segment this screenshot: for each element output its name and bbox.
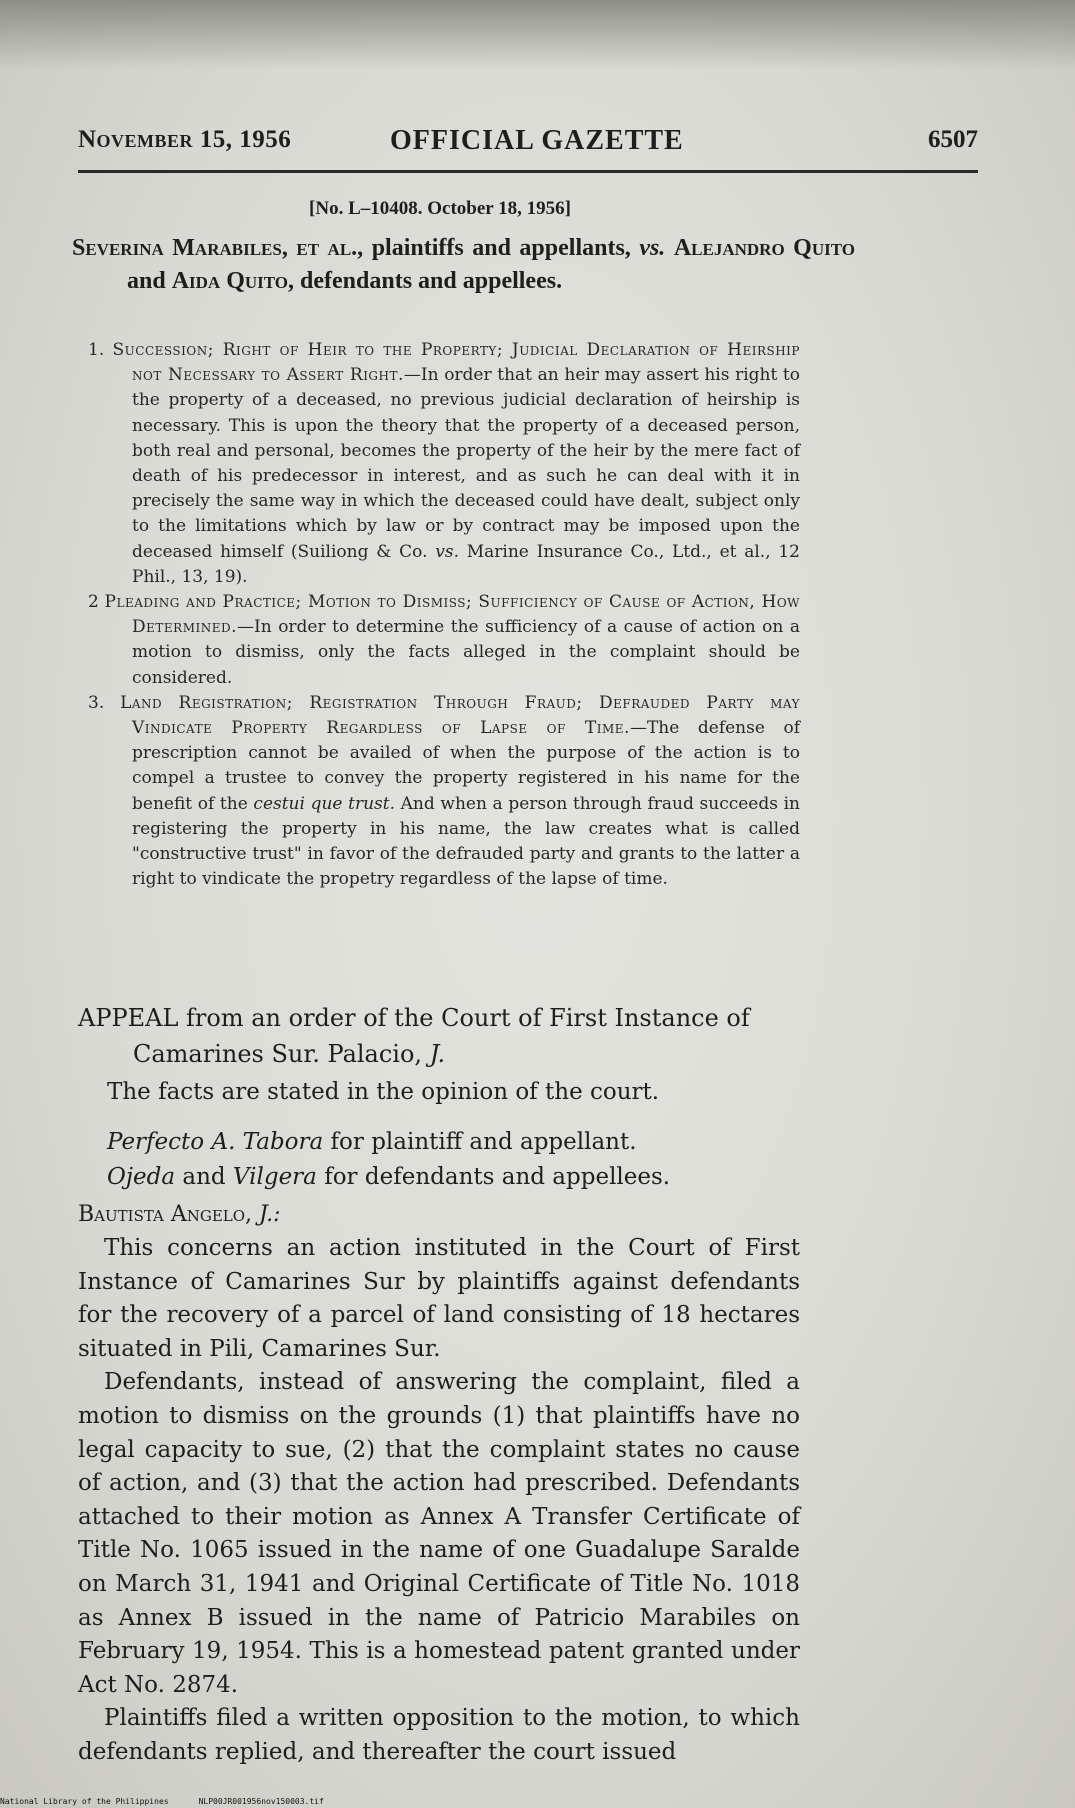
syllabus-number: 2 — [88, 592, 105, 613]
scan-footer — [0, 1797, 354, 1806]
counsel-block — [107, 1125, 807, 1195]
body-paragraph: Defendants, instead of answering the complaint, filed a motion to dismiss on the grounds (1) that plaintiffs have no legal capacity to sue, (2) that the complaint states no cause of action, and (3) that the action had prescribed. Defendants attached to their motion as Annex A Transfer Certificate of Title No. 1065 issued in the name of one Guadalupe Saralde on March 31, 1941 and Original Certificate of Title No. 1018 as Annex B issued in the name of Patricio Marabiles on February 19, 1954. This is a homestead patent granted under Act No. 2874. — [78, 1369, 800, 1698]
facts-statement: The facts are stated in the opinion of the court. — [107, 1079, 660, 1105]
counsel-name: Perfecto A. Tabora — [107, 1129, 324, 1155]
syllabus-text-after: Marine Insurance Co., Ltd., et al., 12 Phil., 13, 19). — [132, 541, 800, 587]
syllabus-text-after: And when a person through fraud succeeds in registering the property in his name, the law creates what is called "constructive trust" in favor of the defrauded party and grants to the latter a right to vindicate the propetry regardless of the lapse of time. — [132, 793, 800, 890]
case-number: [No. L–10408. October 18, 1956] — [309, 198, 571, 219]
syllabus-heading: Succession; Right of Heir to the Property; Judicial Declaration of Heirship not Necessary to Assert Right. — [112, 340, 800, 386]
opinion-body — [78, 1232, 800, 1770]
syllabus-text: —In order that an heir may assert his right to the property of a deceased, no previous judicial declaration of heirship is necessary. This is upon the theory that the property of a deceased person, both real and personal, becomes the property of the heir by the mere fact of death of his predecessor in interest, and as such he can deal with it in precisely the same way in which the deceased could have dealt, subject only to the limitations which by law or by contract may be imposed upon the deceased himself (Suiliong & Co. — [132, 365, 800, 562]
counsel-name: Vilgera — [232, 1164, 317, 1190]
syllabus-item — [88, 338, 800, 590]
plaintiffs-role: , plaintiffs and appellants, — [357, 235, 640, 261]
syllabus-italic: cestui que trust. — [253, 793, 395, 814]
footer-library: National Library of the Philippines — [0, 1797, 169, 1806]
body-paragraph: This concerns an action instituted in the Court of First Instance of Camarines Sur by plaintiffs against defendants for the recovery of a parcel of land consisting of 18 hectares situated in Pili, Camarines Sur. — [78, 1235, 800, 1362]
party-defendant-1: Alejandro Quito — [673, 235, 855, 261]
syllabus-item — [88, 691, 800, 893]
syllabus-number: 3. — [88, 692, 121, 713]
versus: vs. — [639, 235, 666, 261]
syllabus-text: —The defense of prescription cannot be availed of when the purpose of the action is to compel a trustee to convey the property registered in his name for the benefit of the — [132, 718, 800, 814]
syllabus-heading: Land Registration; Registration Through Fraud; Defrauded Party may Vindicate Property Regardless of Lapse of Time. — [120, 692, 800, 739]
ponente — [78, 1200, 281, 1230]
footer-file: NLP00JR001956nov150003.tif — [198, 1797, 324, 1806]
ponente-name: Bautista Angelo, — [78, 1202, 260, 1227]
running-head — [78, 126, 978, 166]
defendants-role: , defendants and appellees. — [288, 268, 563, 294]
running-head-date: November 15, 1956 — [78, 126, 292, 153]
counsel-name: Ojeda — [107, 1164, 176, 1190]
appeal-text: APPEAL from an order of the Court of First Instance of Camarines Sur. — [78, 1004, 750, 1068]
case-parties — [72, 232, 855, 298]
party-plaintiffs: Severina Marabiles, et al. — [72, 235, 358, 261]
counsel-role: for plaintiff and appellant. — [323, 1129, 637, 1155]
syllabus-number: 1. — [88, 340, 113, 360]
party-connector: and — [127, 268, 172, 294]
counsel-line — [107, 1125, 807, 1160]
appeal-line — [78, 1000, 855, 1072]
appeal-judge-initial: J. — [429, 1040, 446, 1068]
counsel-connector: and — [175, 1164, 233, 1190]
counsel-role: for defendants and appellees. — [316, 1164, 671, 1190]
syllabus-text: —In order to determine the sufficiency of a cause of action on a motion to dismiss, only the facts alleged in the complaint should be considered. — [132, 617, 800, 688]
ponente-suffix: J.: — [259, 1202, 281, 1227]
page-number: 6507 — [928, 126, 978, 153]
body-paragraph: Plaintiffs filed a written opposition to the motion, to which defendants replied, and thereafter the court issued — [78, 1705, 800, 1765]
running-head-title: OFFICIAL GAZETTE — [390, 125, 684, 156]
syllabus-italic: vs. — [435, 541, 459, 562]
syllabus-item — [88, 590, 800, 691]
party-defendant-2: Aida Quito — [171, 268, 289, 294]
scan-edge-shadow — [0, 0, 1075, 70]
appeal-judge: Palacio, — [327, 1040, 430, 1068]
syllabus-heading: Pleading and Practice; Motion to Dismiss; Sufficiency of Cause of Action, How Determined. — [104, 592, 800, 638]
syllabus — [88, 338, 800, 892]
counsel-line — [107, 1160, 807, 1195]
header-rule — [78, 170, 978, 173]
